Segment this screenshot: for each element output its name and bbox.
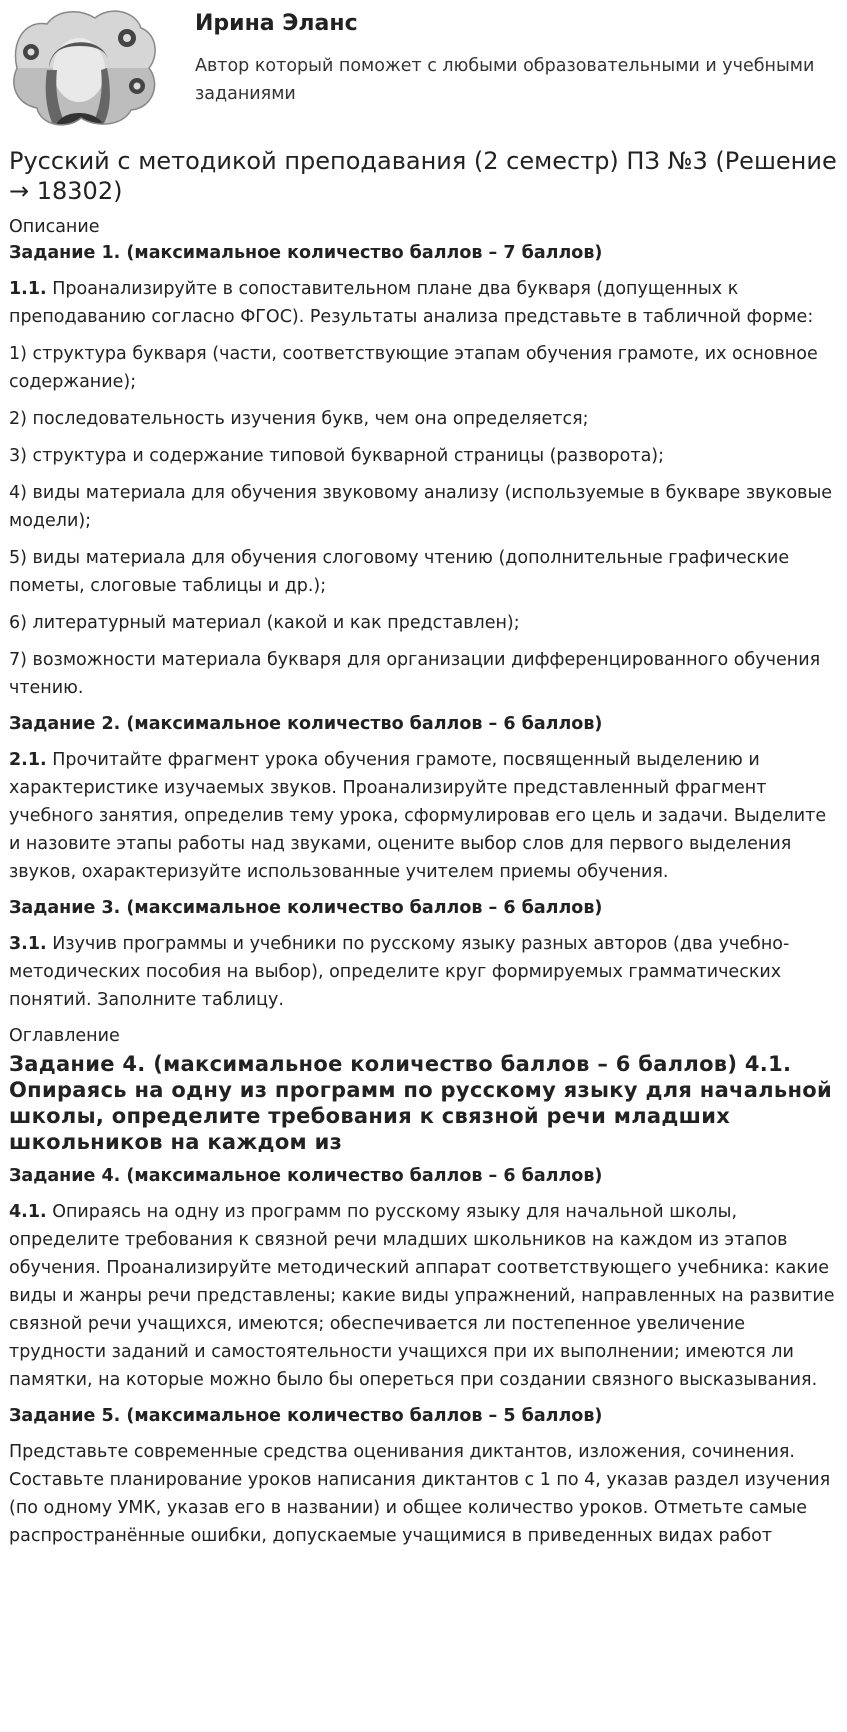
task2-text: Прочитайте фрагмент урока обучения грамоте, посвященный выделению и характеристике изучаемых звуков. Проанализируйте представленный фрагмент учебного занятия, определив тему урока, сформулировав его цель и задачи. Выделите и назовите этапы работы над звуками, оцените выбор слов для первого выделения звуков, охарактеризуйте использованные учителем приемы обучения. (9, 750, 827, 882)
task3-heading: Задание 3. (максимальное количество баллов – 6 баллов) (9, 898, 603, 918)
task1-item-7: 7) возможности материала букваря для организации дифференцированного обучения чтению. (9, 650, 821, 698)
task1-item-4: 4) виды материала для обучения звуковому анализу (используемые в букваре звуковые модели); (9, 483, 833, 531)
task5-paragraph: Представьте современные средства оценивания диктантов, изложения, сочинения. Составьте планирование уроков написания диктантов с 1 по 4, указав раздел изучения (по одному УМК, указав его в названии) и общее количество уроков. Отметьте самые распространённые ошибки, допускаемые учащимися в приведенных видах работ (9, 1442, 831, 1546)
task4-paragraph (9, 1198, 839, 1394)
author-description: Автор который поможет с любыми образовательными и учебными заданиями (195, 56, 815, 104)
task3-text: Изучив программы и учебники по русскому языку разных авторов (два учебно-методических пособия на выбор), определите круг формируемых грамматических понятий. Заполните таблицу. (9, 934, 790, 1010)
task4-heading: Задание 4. (максимальное количество баллов – 6 баллов) (9, 1166, 603, 1186)
description-label: Описание (9, 217, 100, 237)
task1-item-2: 2) последовательность изучения букв, чем она определяется; (9, 409, 589, 429)
author-name[interactable]: Ирина Эланс (195, 11, 358, 36)
task1-paragraph (9, 275, 839, 331)
task2-paragraph (9, 746, 839, 886)
task1-number: 1.1. (9, 279, 47, 299)
task5-heading: Задание 5. (максимальное количество баллов – 5 баллов) (9, 1406, 603, 1426)
task1-item-1: 1) структура букваря (части, соответствующие этапам обучения грамоте, их основное содержание); (9, 344, 818, 392)
task1-text: Проанализируйте в сопоставительном плане два букваря (допущенных к преподаванию согласно ФГОС). Результаты анализа представьте в табличной форме: (9, 279, 814, 327)
avatar[interactable] (9, 8, 161, 128)
task1-item-5: 5) виды материала для обучения слоговому чтению (дополнительные графические пометы, слоговые таблицы и др.); (9, 548, 790, 596)
document-title: Русский с методикой преподавания (2 семестр) ПЗ №3 (Решение → 18302) (9, 147, 837, 205)
toc-heading: Задание 4. (максимальное количество баллов – 6 баллов) 4.1. Опираясь на одну из программ по русскому языку для начальной школы, определите требования к связной речи младших школьников на каждом из (9, 1052, 833, 1154)
avatar-image (9, 8, 161, 128)
task4-text: Опираясь на одну из программ по русскому языку для начальной школы, определите требования к связной речи младших школьников на каждом из этапов обучения. Проанализируйте методический аппарат соответствующего учебника: какие виды и жанры речи представлены; какие виды упражнений, направленных на развитие связной речи учащихся, имеются; обеспечивается ли постепенное увеличение трудности заданий и самостоятельности учащихся при их выполнении; имеются ли памятки, на которые можно было бы опереться при создании связного высказывания. (9, 1202, 835, 1390)
toc-label: Оглавление (9, 1026, 120, 1046)
author-card (9, 0, 839, 128)
task1-item-6: 6) литературный материал (какой и как представлен); (9, 613, 520, 633)
task2-heading: Задание 2. (максимальное количество баллов – 6 баллов) (9, 714, 603, 734)
task1-heading: Задание 1. (максимальное количество баллов – 7 баллов) (9, 243, 603, 263)
task2-number: 2.1. (9, 750, 47, 770)
task1-item-3: 3) структура и содержание типовой букварной страницы (разворота); (9, 446, 665, 466)
task4-number: 4.1. (9, 1202, 47, 1222)
task3-paragraph (9, 930, 839, 1014)
author-info (195, 8, 839, 108)
task3-number: 3.1. (9, 934, 47, 954)
